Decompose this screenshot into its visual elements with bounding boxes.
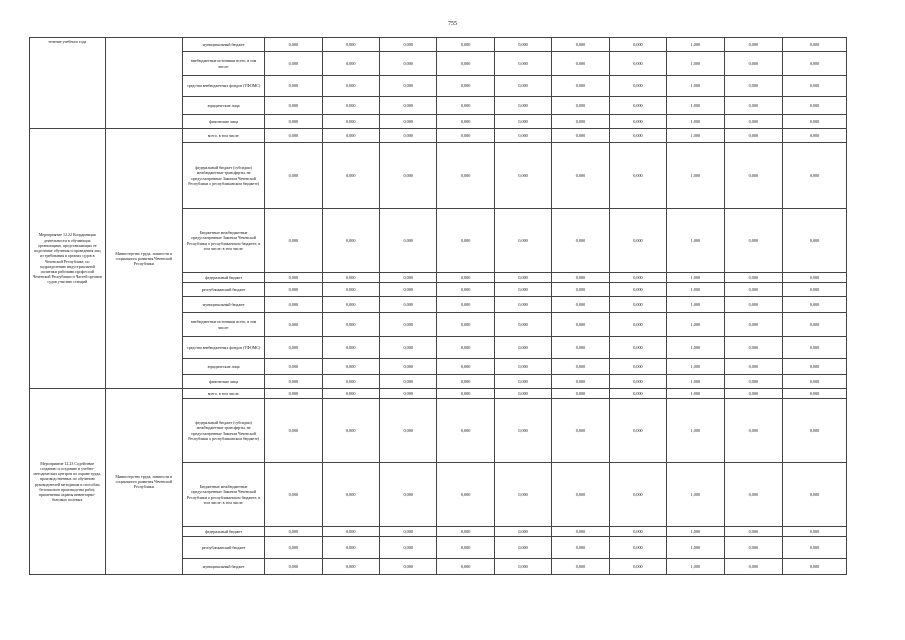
value-cell: 0,000: [437, 97, 494, 115]
value-cell: 0,000: [609, 129, 666, 143]
value-cell: 0,000: [783, 297, 847, 313]
value-cell: 0,000: [437, 273, 494, 283]
value-cell: 0,000: [265, 389, 322, 399]
value-cell: 1,000: [667, 537, 724, 559]
value-cell: 0,000: [494, 38, 551, 52]
value-cell: 1,000: [667, 463, 724, 527]
value-cell: 0,000: [783, 527, 847, 537]
value-cell: 0,000: [494, 52, 551, 76]
activity-name-cell: Мероприятие 12.22 Координация деятельности в обучающих организациях, представляющих ее подготовке обучения и проведения лиц из требования в органах судов в Чеченской Республике, по подразделению индустриальной политики рабочими профессий Чеченской Республики и Частей органов судов участию станций: [30, 129, 106, 389]
value-cell: 0,000: [552, 97, 609, 115]
value-cell: 1,000: [667, 76, 724, 97]
value-cell: 0,000: [609, 375, 666, 389]
funding-source-cell: Бюджетные межбюджетные предусмотренные Законом Чеченской Республики о республиканском бюджете, в том числе: в том числе:: [183, 463, 265, 527]
value-cell: 0,000: [494, 527, 551, 537]
value-cell: 0,000: [552, 389, 609, 399]
value-cell: 0,000: [437, 76, 494, 97]
value-cell: 0,000: [724, 359, 783, 375]
value-cell: 0,000: [609, 537, 666, 559]
value-cell: 0,000: [609, 463, 666, 527]
funding-source-cell: муниципальный бюджет: [183, 559, 265, 575]
value-cell: 0,000: [783, 375, 847, 389]
value-cell: 0,000: [265, 76, 322, 97]
value-cell: 0,000: [379, 273, 436, 283]
value-cell: 0,000: [724, 537, 783, 559]
value-cell: 0,000: [379, 337, 436, 359]
value-cell: 0,000: [783, 283, 847, 297]
value-cell: 0,000: [783, 463, 847, 527]
value-cell: 0,000: [322, 283, 379, 297]
funding-source-cell: муниципальный бюджет: [183, 38, 265, 52]
funding-source-cell: муниципальный бюджет: [183, 297, 265, 313]
value-cell: 0,000: [322, 76, 379, 97]
funding-source-cell: республиканский бюджет: [183, 283, 265, 297]
value-cell: 0,000: [494, 76, 551, 97]
value-cell: 0,000: [783, 52, 847, 76]
value-cell: 0,000: [724, 273, 783, 283]
value-cell: 0,000: [437, 129, 494, 143]
value-cell: 0,000: [494, 399, 551, 463]
page-number: 755: [448, 21, 457, 27]
value-cell: 0,000: [494, 359, 551, 375]
value-cell: 0,000: [494, 537, 551, 559]
value-cell: 0,000: [783, 389, 847, 399]
value-cell: 0,000: [724, 97, 783, 115]
value-cell: 0,000: [322, 537, 379, 559]
value-cell: 0,000: [552, 359, 609, 375]
value-cell: 0,000: [552, 283, 609, 297]
value-cell: 0,000: [437, 115, 494, 129]
value-cell: 0,000: [609, 337, 666, 359]
funding-source-cell: республиканский бюджет: [183, 537, 265, 559]
value-cell: 1,000: [667, 143, 724, 209]
value-cell: 0,000: [265, 52, 322, 76]
value-cell: 0,000: [322, 559, 379, 575]
value-cell: 0,000: [265, 209, 322, 273]
funding-source-cell: федеральный бюджет (субсидии) межбюджетные трансферты, не предусмотренные Законом Чеченской Республики о республиканском бюджете): [183, 143, 265, 209]
value-cell: 0,000: [724, 76, 783, 97]
value-cell: 0,000: [609, 209, 666, 273]
value-cell: 0,000: [379, 375, 436, 389]
value-cell: 0,000: [379, 527, 436, 537]
table-row: [30, 129, 847, 143]
funding-source-cell: Бюджетные межбюджетные предусмотренные Законом Чеченской Республики о республиканском бюджете, в том числе: в том числе:: [183, 209, 265, 273]
funding-source-cell: всего, в том числе:: [183, 389, 265, 399]
value-cell: 1,000: [667, 313, 724, 337]
value-cell: 0,000: [609, 359, 666, 375]
value-cell: 0,000: [265, 337, 322, 359]
value-cell: 0,000: [609, 97, 666, 115]
value-cell: 0,000: [552, 559, 609, 575]
value-cell: 1,000: [667, 337, 724, 359]
value-cell: 0,000: [724, 337, 783, 359]
value-cell: 0,000: [609, 313, 666, 337]
value-cell: 0,000: [494, 129, 551, 143]
value-cell: 0,000: [552, 537, 609, 559]
funding-source-cell: федеральный бюджет: [183, 527, 265, 537]
value-cell: 0,000: [724, 143, 783, 209]
value-cell: 0,000: [437, 399, 494, 463]
value-cell: 0,000: [437, 537, 494, 559]
value-cell: 0,000: [552, 143, 609, 209]
activity-name-cell: течение учебного года: [30, 38, 106, 129]
funding-source-cell: юридические лица: [183, 97, 265, 115]
value-cell: 0,000: [609, 76, 666, 97]
value-cell: 0,000: [322, 97, 379, 115]
value-cell: 0,000: [265, 97, 322, 115]
value-cell: 0,000: [724, 559, 783, 575]
value-cell: 0,000: [552, 273, 609, 283]
value-cell: 0,000: [724, 375, 783, 389]
value-cell: 0,000: [609, 527, 666, 537]
value-cell: 0,000: [437, 527, 494, 537]
value-cell: 0,000: [552, 527, 609, 537]
value-cell: 1,000: [667, 52, 724, 76]
value-cell: 0,000: [322, 463, 379, 527]
value-cell: 0,000: [609, 399, 666, 463]
value-cell: 0,000: [494, 209, 551, 273]
value-cell: 0,000: [783, 559, 847, 575]
budget-table: [29, 37, 847, 575]
funding-source-cell: всего, в том числе:: [183, 129, 265, 143]
value-cell: 0,000: [322, 52, 379, 76]
value-cell: 0,000: [437, 52, 494, 76]
value-cell: 1,000: [667, 38, 724, 52]
value-cell: 0,000: [609, 115, 666, 129]
value-cell: 0,000: [265, 399, 322, 463]
value-cell: 0,000: [552, 209, 609, 273]
funding-source-cell: средства внебюджетных фондов (ТФОМС): [183, 76, 265, 97]
value-cell: 1,000: [667, 399, 724, 463]
value-cell: 0,000: [552, 76, 609, 97]
value-cell: 0,000: [379, 559, 436, 575]
value-cell: 0,000: [724, 52, 783, 76]
value-cell: 0,000: [265, 297, 322, 313]
value-cell: 0,000: [494, 559, 551, 575]
funding-source-cell: внебюджетные источники всего, в том числе:: [183, 52, 265, 76]
value-cell: 1,000: [667, 375, 724, 389]
value-cell: 1,000: [667, 527, 724, 537]
value-cell: 0,000: [437, 389, 494, 399]
value-cell: 0,000: [609, 283, 666, 297]
value-cell: 0,000: [783, 399, 847, 463]
funding-source-cell: физические лица: [183, 375, 265, 389]
value-cell: 0,000: [609, 52, 666, 76]
value-cell: 0,000: [724, 129, 783, 143]
value-cell: 0,000: [724, 389, 783, 399]
value-cell: 0,000: [379, 38, 436, 52]
value-cell: 0,000: [379, 463, 436, 527]
value-cell: 0,000: [724, 527, 783, 537]
value-cell: 0,000: [437, 359, 494, 375]
value-cell: 0,000: [379, 97, 436, 115]
value-cell: 0,000: [322, 297, 379, 313]
value-cell: 0,000: [322, 209, 379, 273]
table-row: [30, 389, 847, 399]
value-cell: 0,000: [265, 375, 322, 389]
value-cell: 0,000: [437, 38, 494, 52]
value-cell: 0,000: [552, 115, 609, 129]
value-cell: 0,000: [322, 375, 379, 389]
value-cell: 0,000: [494, 463, 551, 527]
value-cell: 0,000: [437, 375, 494, 389]
value-cell: 1,000: [667, 559, 724, 575]
value-cell: 0,000: [609, 38, 666, 52]
value-cell: 0,000: [609, 389, 666, 399]
value-cell: 0,000: [552, 38, 609, 52]
value-cell: 0,000: [494, 97, 551, 115]
value-cell: 0,000: [724, 209, 783, 273]
value-cell: 0,000: [609, 273, 666, 283]
value-cell: 0,000: [494, 313, 551, 337]
value-cell: 0,000: [552, 52, 609, 76]
value-cell: 0,000: [265, 129, 322, 143]
responsible-cell: Министерство труда, занятости и социального развития Чеченской Республики: [105, 129, 183, 389]
value-cell: 0,000: [494, 143, 551, 209]
value-cell: 0,000: [552, 337, 609, 359]
value-cell: 0,000: [322, 273, 379, 283]
value-cell: 0,000: [437, 297, 494, 313]
value-cell: 0,000: [609, 559, 666, 575]
value-cell: 0,000: [437, 209, 494, 273]
value-cell: 0,000: [494, 297, 551, 313]
value-cell: 0,000: [379, 52, 436, 76]
value-cell: 0,000: [379, 359, 436, 375]
value-cell: 0,000: [724, 115, 783, 129]
value-cell: 0,000: [437, 337, 494, 359]
value-cell: 0,000: [552, 463, 609, 527]
value-cell: 0,000: [494, 115, 551, 129]
value-cell: 0,000: [379, 399, 436, 463]
value-cell: 0,000: [265, 38, 322, 52]
value-cell: 0,000: [783, 143, 847, 209]
value-cell: 0,000: [265, 115, 322, 129]
value-cell: 0,000: [494, 273, 551, 283]
value-cell: 0,000: [494, 283, 551, 297]
value-cell: 0,000: [265, 463, 322, 527]
funding-source-cell: федеральный бюджет (субсидии) межбюджетные трансферты, не предусмотренные Законом Чеченской Республики о республиканском бюджете): [183, 399, 265, 463]
value-cell: 0,000: [783, 337, 847, 359]
value-cell: 0,000: [552, 399, 609, 463]
value-cell: 0,000: [609, 297, 666, 313]
funding-source-cell: федеральный бюджет: [183, 273, 265, 283]
value-cell: 0,000: [724, 313, 783, 337]
value-cell: 0,000: [552, 129, 609, 143]
value-cell: 0,000: [379, 115, 436, 129]
value-cell: 0,000: [783, 313, 847, 337]
value-cell: 0,000: [379, 76, 436, 97]
value-cell: 0,000: [724, 38, 783, 52]
value-cell: 0,000: [724, 463, 783, 527]
value-cell: 1,000: [667, 115, 724, 129]
value-cell: 0,000: [379, 143, 436, 209]
value-cell: 0,000: [437, 143, 494, 209]
value-cell: 0,000: [437, 463, 494, 527]
funding-source-cell: внебюджетные источники всего, в том числе:: [183, 313, 265, 337]
value-cell: 0,000: [783, 209, 847, 273]
value-cell: 0,000: [379, 389, 436, 399]
responsible-cell: Министерство труда, занятости и социального развития Чеченской Республики: [105, 389, 183, 575]
table-row: [30, 38, 847, 52]
value-cell: 0,000: [265, 359, 322, 375]
value-cell: 0,000: [265, 537, 322, 559]
value-cell: 0,000: [379, 313, 436, 337]
value-cell: 0,000: [783, 537, 847, 559]
value-cell: 0,000: [322, 143, 379, 209]
value-cell: 0,000: [322, 337, 379, 359]
value-cell: 1,000: [667, 283, 724, 297]
value-cell: 0,000: [494, 389, 551, 399]
value-cell: 0,000: [265, 559, 322, 575]
value-cell: 0,000: [437, 313, 494, 337]
value-cell: 0,000: [724, 297, 783, 313]
value-cell: 0,000: [322, 389, 379, 399]
value-cell: 0,000: [437, 559, 494, 575]
responsible-cell: [105, 38, 183, 129]
value-cell: 0,000: [724, 399, 783, 463]
value-cell: 0,000: [265, 273, 322, 283]
funding-source-cell: средства внебюджетных фондов (ТФОМС): [183, 337, 265, 359]
value-cell: 0,000: [322, 38, 379, 52]
value-cell: 1,000: [667, 129, 724, 143]
funding-source-cell: физические лица: [183, 115, 265, 129]
value-cell: 0,000: [783, 76, 847, 97]
value-cell: 0,000: [494, 337, 551, 359]
funding-source-cell: юридические лица: [183, 359, 265, 375]
value-cell: 0,000: [322, 399, 379, 463]
value-cell: 0,000: [783, 359, 847, 375]
value-cell: 0,000: [265, 143, 322, 209]
activity-name-cell: Мероприятие 12.23 Содействие созданию и созданию и учебно-методических центров по охране труда, производственных по обучению руководителей методикам и способам безопасного производства работ, применения охраны инвентарно-бытовых полевых: [30, 389, 106, 575]
value-cell: 0,000: [609, 143, 666, 209]
value-cell: 1,000: [667, 97, 724, 115]
value-cell: 0,000: [322, 527, 379, 537]
value-cell: 0,000: [783, 273, 847, 283]
value-cell: 0,000: [322, 359, 379, 375]
value-cell: 0,000: [783, 129, 847, 143]
value-cell: 0,000: [322, 313, 379, 337]
value-cell: 0,000: [322, 129, 379, 143]
value-cell: 0,000: [783, 97, 847, 115]
value-cell: 0,000: [379, 283, 436, 297]
value-cell: 0,000: [494, 375, 551, 389]
value-cell: 0,000: [379, 537, 436, 559]
value-cell: 0,000: [379, 129, 436, 143]
value-cell: 0,000: [265, 313, 322, 337]
value-cell: 0,000: [265, 527, 322, 537]
value-cell: 0,000: [437, 283, 494, 297]
value-cell: 0,000: [552, 375, 609, 389]
value-cell: 0,000: [552, 313, 609, 337]
value-cell: 1,000: [667, 209, 724, 273]
value-cell: 0,000: [322, 115, 379, 129]
value-cell: 0,000: [552, 297, 609, 313]
value-cell: 1,000: [667, 359, 724, 375]
value-cell: 1,000: [667, 273, 724, 283]
value-cell: 0,000: [379, 209, 436, 273]
value-cell: 0,000: [783, 38, 847, 52]
value-cell: 1,000: [667, 297, 724, 313]
value-cell: 0,000: [379, 297, 436, 313]
value-cell: 0,000: [724, 283, 783, 297]
value-cell: 0,000: [783, 115, 847, 129]
value-cell: 1,000: [667, 389, 724, 399]
value-cell: 0,000: [265, 283, 322, 297]
